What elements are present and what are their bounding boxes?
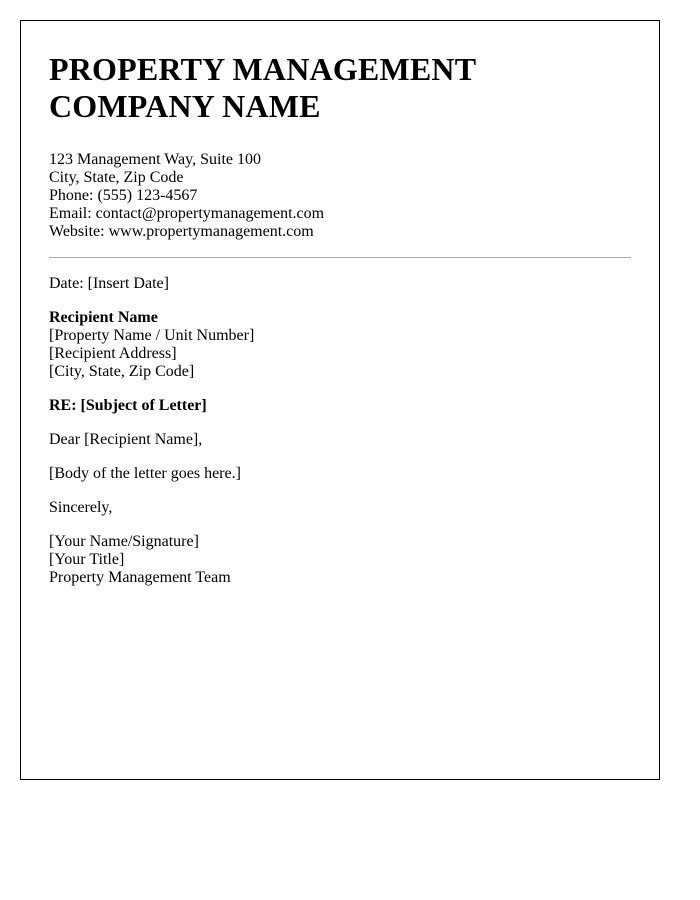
recipient-address: [Recipient Address] (49, 345, 177, 362)
signature-title: [Your Title] (49, 551, 125, 568)
signature-team: Property Management Team (49, 569, 231, 586)
recipient-name: Recipient Name (49, 309, 158, 326)
company-name-heading: PROPERTY MANAGEMENT COMPANY NAME (49, 51, 476, 124)
letter-closing: Sincerely, (49, 499, 113, 516)
salutation-block (49, 431, 631, 449)
company-phone: Phone: (555) 123-4567 (49, 187, 198, 204)
company-address-line1: 123 Management Way, Suite 100 (49, 151, 262, 168)
recipient-city: [City, State, Zip Code] (49, 363, 195, 380)
letter-salutation: Dear [Recipient Name], (49, 431, 203, 448)
company-website: Website: www.propertymanagement.com (49, 223, 314, 240)
letter-subject: RE: [Subject of Letter] (49, 397, 207, 414)
subject-block (49, 397, 631, 415)
closing-block (49, 499, 631, 517)
letter-body: [Body of the letter goes here.] (49, 465, 241, 482)
company-address-line2: City, State, Zip Code (49, 169, 184, 186)
body-block (49, 465, 631, 483)
signature-name: [Your Name/Signature] (49, 533, 199, 550)
company-contact-block (49, 151, 631, 241)
letter-date: Date: [Insert Date] (49, 275, 169, 292)
recipient-block (49, 309, 631, 381)
letter-page (20, 20, 660, 780)
company-email: Email: contact@propertymanagement.com (49, 205, 325, 222)
date-block (49, 275, 631, 293)
header-divider (49, 257, 631, 258)
signature-block (49, 533, 631, 587)
recipient-property: [Property Name / Unit Number] (49, 327, 255, 344)
